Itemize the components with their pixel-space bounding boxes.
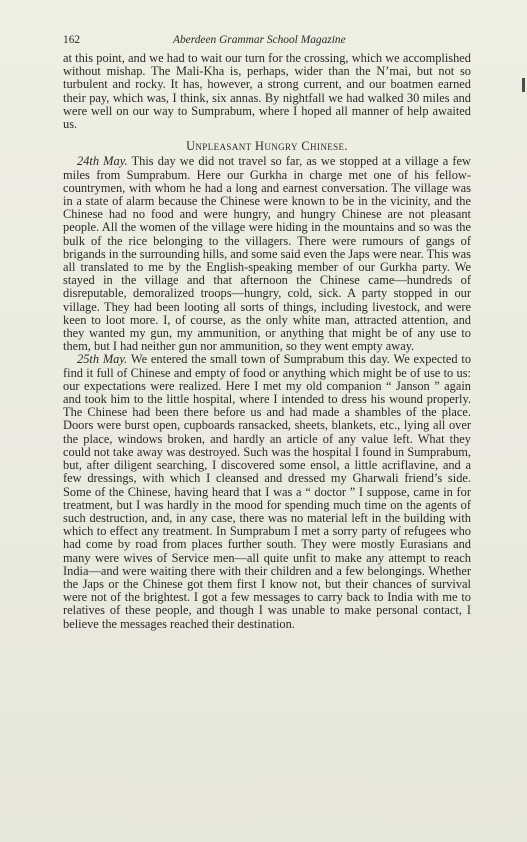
entry-text: We entered the small town of Sumprabum this day. We expected to find it full of Chinese and empty of food or anything which might be of use to us: our expectations were realized. Here I met my old companion “ Janson ” again and took him to the little hospital, where I intended to dress his wound properly. The Chinese had been there before us and had made a shambles of the place. Doors were burst open, cupboards ransacked, sheets, blankets, etc., lying all over the place, windows broken, and hardly an article of any value left. What they could not take away was destroyed. Such was the hospital I found in Sumprabum, but, after diligent searching, I discovered some ensol, a little acriflavine, and a few dressings, with which I cleansed and dressed my Gharwali friend’s side. Some of the Chinese, having heard that I was a “ doctor ” I suppose, came in for treatment, but I was hardly in the mood for spending much time on the agents of such destruction, and, in any case, there was no material left in the building with which to effect any treatment. In Sumprabum I met a sorry party of refugees who had come by road from places further south. They were mostly Eurasians and many were wives of Service men—all quite unfit to make any attempt to reach India—and were waiting there with their children and a few belongings. Whether the Japs or the Chinese got them first I know not, but their chances of survival were not of the brightest. I got a few messages to carry back to India with me to relatives of these people, and though I was unable to make personal contact, I believe the messages reached their destination. bbox=[63, 352, 472, 631]
page-header bbox=[63, 34, 471, 48]
page-number: 162 bbox=[63, 34, 81, 46]
entry-date: 25th May. bbox=[77, 352, 128, 367]
intro-paragraph: at this point, and we had to wait our turn for the crossing, which we accomplished without mishap. The Mali-Kha is, perhaps, wider than the N’mai, but not so turbulent and rocky. It has, however, a strong current, and our boatmen earned their pay, which was, I think, six annas. By nightfall we had walked 30 miles and were well on our way to Sumprabum, where I hoped all manner of help awaited us. bbox=[63, 51, 471, 132]
diary-entry-25-may bbox=[63, 353, 471, 630]
entry-date: 24th May. bbox=[77, 154, 128, 169]
article-body bbox=[63, 52, 471, 631]
running-title: Aberdeen Grammar School Magazine bbox=[173, 34, 346, 46]
entry-text: This day we did not travel so far, as we stopped at a village a few miles from Sumprabum. Here our Gurkha in charge met one of his fellow-countrymen, with whom he had a long and earnest conversation. The village was in a state of alarm because the Chinese were known to be in the vicinity, and the Chinese had no food and were hungry, and hungry Chinese are not pleasant people. All the women of the village were hiding in the mountains and so was the bulk of the rice belonging to the villagers. There were rumours of gangs of brigands in the surrounding hills, and some said even the Japs were near. This was all translated to me by the English-speaking member of our Gurkha party. We stayed in the village and that afternoon the Chinese came—hundreds of disreputable, demoralized troops—hungry, cold, sick. A party stopped in our village. They had been looting all sorts of things, including livestock, and were keen to loot more. I, of course, as the only white man, attracted attention, and they wanted my gun, my ammunition, or anything that might be of any use to them, but I had neither gun nor ammunition, so they went empty away. bbox=[63, 154, 472, 354]
section-heading: Unpleasant Hungry Chinese. bbox=[186, 139, 348, 154]
page-edge-mark bbox=[522, 78, 525, 92]
diary-entry-24-may bbox=[63, 155, 471, 353]
